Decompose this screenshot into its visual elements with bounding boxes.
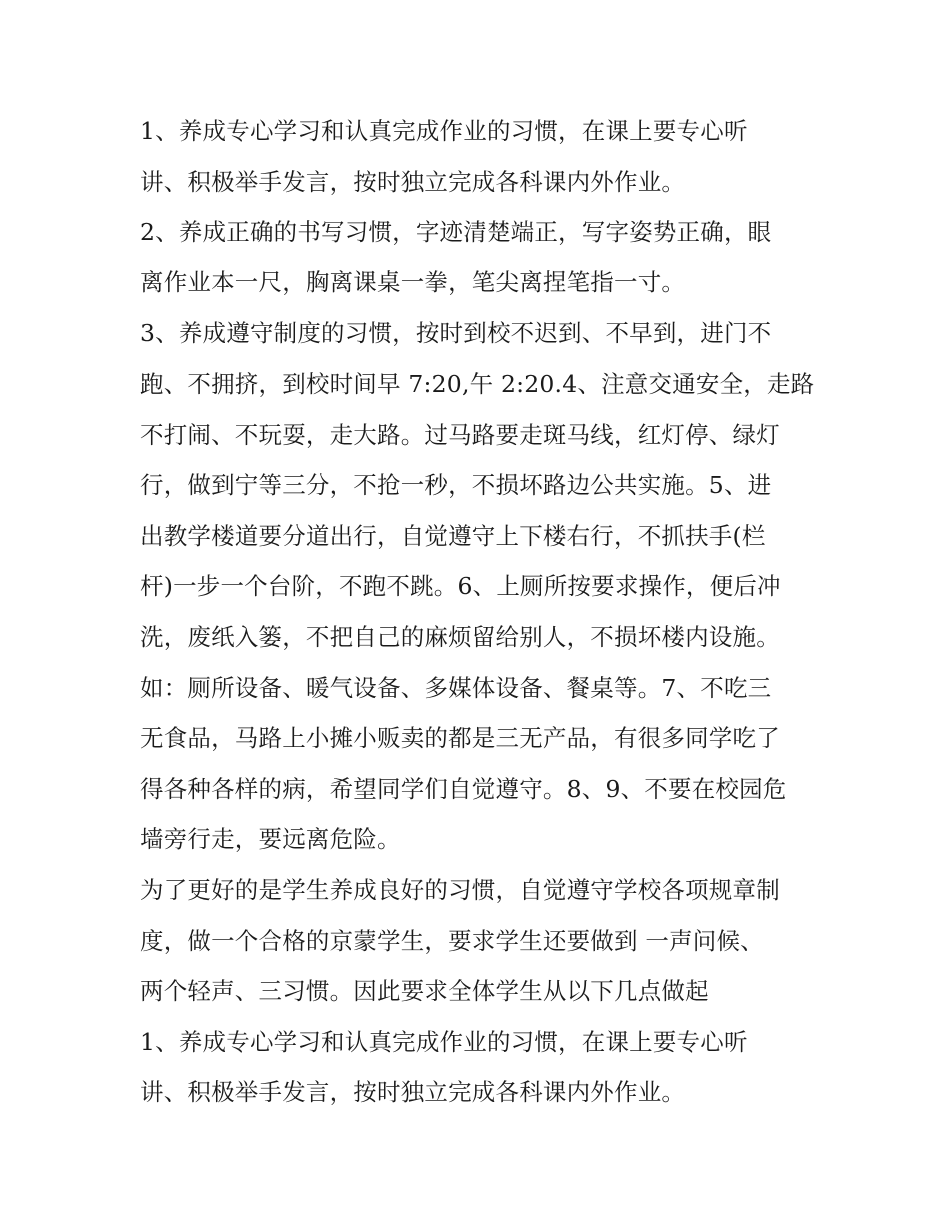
text-line: 出教学楼道要分道出行，自觉遵守上下楼右行，不抓扶手(栏 <box>140 522 766 550</box>
text-line: 杆)一步一个台阶，不跑不跳。6、上厕所按要求操作，便后冲 <box>140 572 781 600</box>
text-line: 为了更好的是学生养成良好的习惯，自觉遵守学校各项规章制 <box>140 876 780 904</box>
text-line: 无食品，马路上小摊小贩卖的都是三无产品，有很多同学吃了 <box>140 724 780 752</box>
text-line: 3、养成遵守制度的习惯，按时到校不迟到、不早到，进门不 <box>140 319 772 347</box>
text-line: 离作业本一尺，胸离课桌一拳，笔尖离捏笔指一寸。 <box>140 268 686 296</box>
text-line: 度，做一个合格的京蒙学生，要求学生还要做到 一声问候、 <box>140 927 764 955</box>
text-line: 如：厕所设备、暖气设备、多媒体设备、餐桌等。7、不吃三 <box>140 674 772 702</box>
text-line: 不打闹、不玩耍，走大路。过马路要走斑马线，红灯停、绿灯 <box>140 421 780 449</box>
text-line: 行，做到宁等三分，不抢一秒，不损坏路边公共实施。5、进 <box>140 471 772 499</box>
text-line: 讲、积极举手发言，按时独立完成各科课内外作业。 <box>140 1078 686 1106</box>
text-line: 跑、不拥挤，到校时间早 7:20,午 2:20.4、注意交通安全，走路 <box>140 370 815 398</box>
text-line: 墙旁行走，要远离危险。 <box>140 825 401 853</box>
text-line: 1、养成专心学习和认真完成作业的习惯，在课上要专心听 <box>140 1028 748 1056</box>
text-line: 讲、积极举手发言，按时独立完成各科课内外作业。 <box>140 168 686 196</box>
text-line: 两个轻声、三习惯。因此要求全体学生从以下几点做起 <box>140 977 709 1005</box>
text-line: 2、养成正确的书写习惯，字迹清楚端正，写字姿势正确，眼 <box>140 218 772 246</box>
text-line: 洗，废纸入篓，不把自己的麻烦留给别人，不损坏楼内设施。 <box>140 623 780 651</box>
text-line: 1、养成专心学习和认真完成作业的习惯，在课上要专心听 <box>140 117 748 145</box>
text-line: 得各种各样的病，希望同学们自觉遵守。8、9、不要在校园危 <box>140 775 787 803</box>
